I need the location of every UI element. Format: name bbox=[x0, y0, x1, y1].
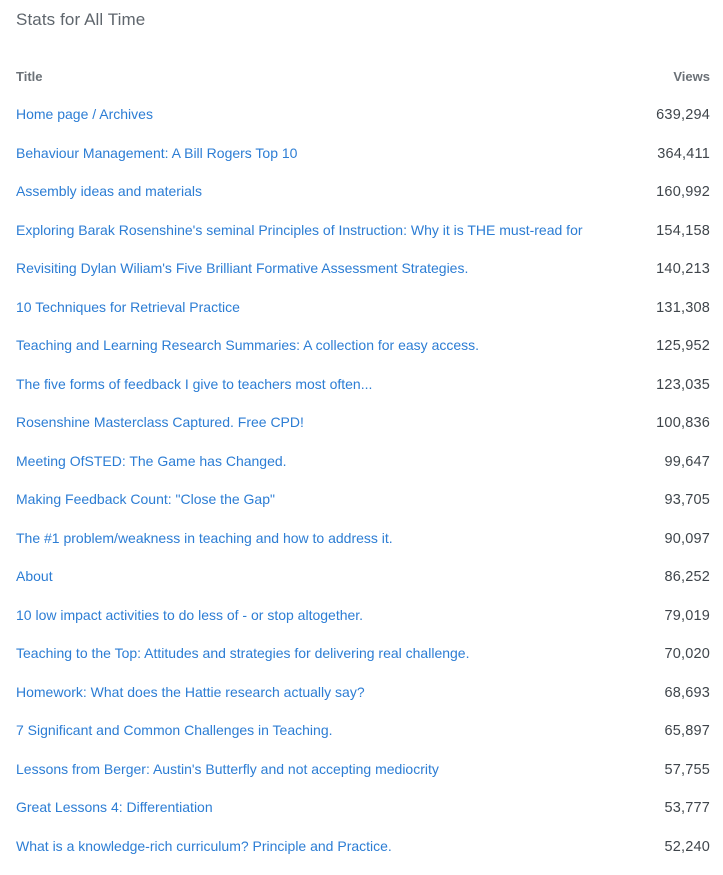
table-row bbox=[16, 366, 710, 405]
page-title: Stats for All Time bbox=[16, 10, 146, 29]
stats-rows bbox=[16, 96, 710, 866]
table-row bbox=[16, 173, 710, 212]
post-link[interactable]: Making Feedback Count: "Close the Gap" bbox=[16, 491, 275, 508]
post-title-cell bbox=[16, 799, 646, 817]
post-link[interactable]: What is a knowledge-rich curriculum? Principle and Practice. bbox=[16, 837, 392, 854]
post-title-cell bbox=[16, 337, 646, 355]
post-title-cell bbox=[16, 376, 646, 394]
table-row bbox=[16, 558, 710, 597]
post-title-cell bbox=[16, 645, 646, 663]
table-row bbox=[16, 751, 710, 790]
views-value: 125,952 bbox=[656, 338, 710, 355]
post-title-cell bbox=[16, 838, 646, 856]
table-row bbox=[16, 443, 710, 482]
views-value: 57,755 bbox=[664, 761, 710, 778]
post-title-cell bbox=[16, 260, 646, 278]
post-link[interactable]: The #1 problem/weakness in teaching and how to address it. bbox=[16, 529, 393, 546]
post-title-cell bbox=[16, 414, 646, 432]
post-link[interactable]: Lessons from Berger: Austin's Butterfly and not accepting mediocrity bbox=[16, 760, 439, 777]
column-header-views: Views bbox=[673, 68, 710, 84]
post-link[interactable]: 7 Significant and Common Challenges in Teaching. bbox=[16, 722, 333, 739]
post-title-cell bbox=[16, 684, 646, 702]
post-title-cell bbox=[16, 530, 646, 548]
views-value: 52,240 bbox=[664, 838, 710, 855]
views-value: 364,411 bbox=[657, 145, 710, 162]
views-value: 68,693 bbox=[664, 684, 710, 701]
post-link[interactable]: Great Lessons 4: Differentiation bbox=[16, 799, 213, 816]
post-title-cell bbox=[16, 106, 646, 124]
post-link[interactable]: Teaching to the Top: Attitudes and strategies for delivering real challenge. bbox=[16, 645, 470, 662]
table-row bbox=[16, 828, 710, 867]
post-title-cell bbox=[16, 491, 646, 509]
post-title-cell bbox=[16, 222, 646, 240]
post-link[interactable]: Meeting OfSTED: The Game has Changed. bbox=[16, 452, 287, 469]
table-row bbox=[16, 597, 710, 636]
views-value: 140,213 bbox=[656, 261, 710, 278]
table-row bbox=[16, 481, 710, 520]
table-row bbox=[16, 96, 710, 135]
post-title-cell bbox=[16, 183, 646, 201]
views-value: 131,308 bbox=[656, 299, 710, 316]
views-value: 639,294 bbox=[656, 107, 710, 124]
table-row bbox=[16, 674, 710, 713]
post-link[interactable]: 10 Techniques for Retrieval Practice bbox=[16, 298, 240, 315]
post-link[interactable]: Exploring Barak Rosenshine's seminal Principles of Instruction: Why it is THE must-read for bbox=[16, 221, 583, 238]
post-link[interactable]: Revisiting Dylan Wiliam's Five Brilliant Formative Assessment Strategies. bbox=[16, 260, 469, 277]
table-row bbox=[16, 404, 710, 443]
table-row bbox=[16, 212, 710, 251]
post-link[interactable]: Rosenshine Masterclass Captured. Free CPD! bbox=[16, 414, 304, 431]
table-row bbox=[16, 327, 710, 366]
post-title-cell bbox=[16, 761, 646, 779]
post-title-cell bbox=[16, 722, 646, 740]
table-row bbox=[16, 520, 710, 559]
views-value: 53,777 bbox=[664, 800, 710, 817]
views-value: 70,020 bbox=[664, 646, 710, 663]
post-title-cell bbox=[16, 568, 646, 586]
post-link[interactable]: The five forms of feedback I give to teachers most often... bbox=[16, 375, 373, 392]
views-value: 79,019 bbox=[664, 607, 710, 624]
views-value: 90,097 bbox=[664, 530, 710, 547]
views-value: 154,158 bbox=[656, 222, 710, 239]
views-value: 123,035 bbox=[656, 376, 710, 393]
post-title-cell bbox=[16, 453, 646, 471]
post-link[interactable]: Teaching and Learning Research Summaries: A collection for easy access. bbox=[16, 337, 480, 354]
table-row bbox=[16, 712, 710, 751]
column-header-title: Title bbox=[16, 68, 43, 84]
post-link[interactable]: Homework: What does the Hattie research actually say? bbox=[16, 683, 365, 700]
views-value: 99,647 bbox=[664, 453, 710, 470]
views-value: 93,705 bbox=[664, 492, 710, 509]
post-link[interactable]: Home page / Archives bbox=[16, 106, 153, 123]
views-value: 160,992 bbox=[656, 184, 710, 201]
post-link[interactable]: Behaviour Management: A Bill Rogers Top 10 bbox=[16, 144, 298, 161]
post-title-cell bbox=[16, 299, 646, 317]
post-title-cell bbox=[16, 145, 646, 163]
table-header bbox=[16, 66, 710, 86]
views-value: 86,252 bbox=[664, 569, 710, 586]
table-row bbox=[16, 250, 710, 289]
post-title-cell bbox=[16, 607, 646, 625]
table-row bbox=[16, 789, 710, 828]
post-link[interactable]: About bbox=[16, 568, 53, 585]
table-row bbox=[16, 635, 710, 674]
post-link[interactable]: 10 low impact activities to do less of - or stop altogether. bbox=[16, 606, 364, 623]
table-row bbox=[16, 135, 710, 174]
views-value: 100,836 bbox=[656, 415, 710, 432]
table-row bbox=[16, 289, 710, 328]
post-link[interactable]: Assembly ideas and materials bbox=[16, 183, 202, 200]
views-value: 65,897 bbox=[664, 723, 710, 740]
